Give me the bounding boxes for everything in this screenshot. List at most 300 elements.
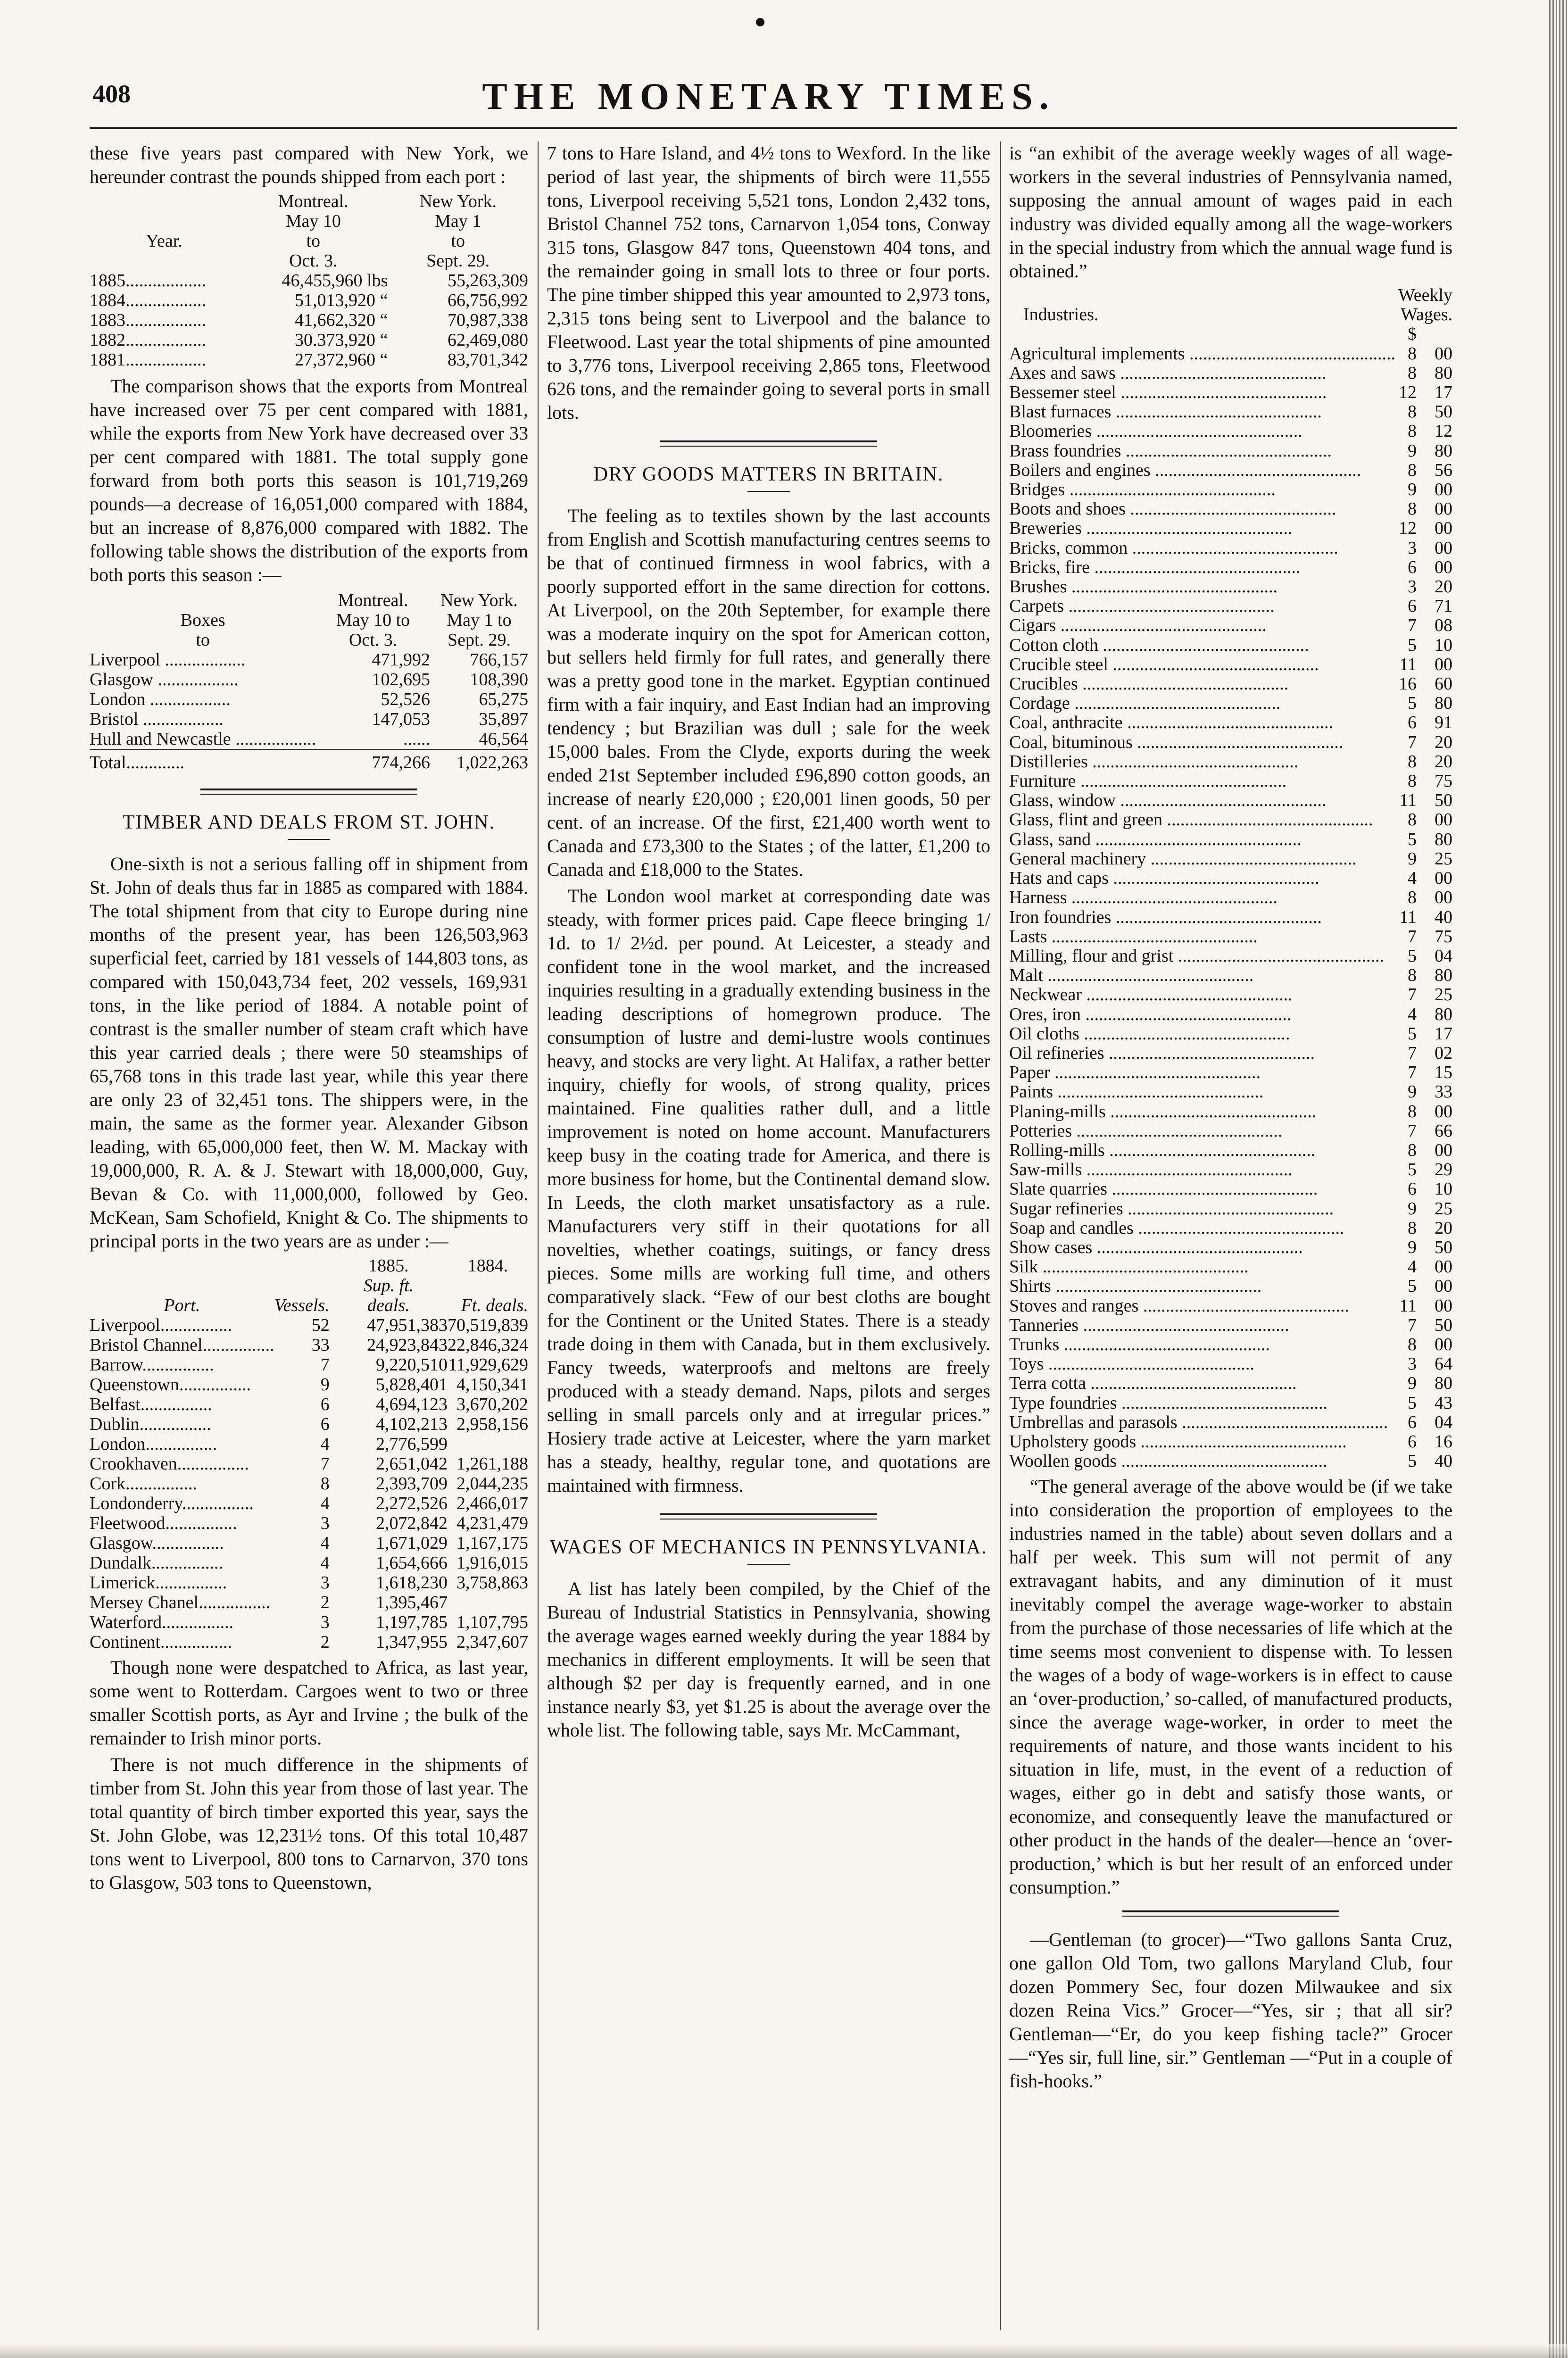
cents-value: 10 [1435,1179,1452,1199]
row-label-cell: 1882.................. [90,330,206,350]
dollars-value: 9 [1408,1082,1417,1102]
row-label-cell: Brushes .............................................. [1009,577,1278,597]
row-label: Slate quarries [1009,1179,1107,1199]
table-header: Sup. ft. [363,1276,414,1295]
row-label-cell: Hull and Newcastle .................. [90,729,316,749]
deals-1884-value: 1,107,795 [456,1612,528,1632]
table-row [1009,539,1452,558]
vessels-value: 7 [320,1355,330,1375]
table-row [1009,752,1452,772]
row-label: Show cases [1009,1237,1093,1257]
cents-value: 75 [1435,771,1452,791]
dollars-value: 11 [1399,654,1417,674]
cents-value: 20 [1435,732,1452,752]
deals-1884-value [448,1593,528,1612]
vessels-value: 2 [320,1593,330,1612]
table-header: Weekly Wages. [1398,285,1452,325]
table-row [1009,674,1452,694]
row-label: Paints [1009,1082,1053,1102]
cents-value: 00 [1435,654,1452,674]
row-label-cell: 1881.................. [90,350,206,370]
paragraph: 7 tons to Hare Island, and 4½ tons to Wexford. In the like period of last year, the shipments of birch were 11,555 tons, Liverpool receiving 5,521 tons, London 2,432 tons, Bristol Channel 752 tons, Carnarvon 1,054 tons, Conway 315 tons, Glasgow 847 tons, Queenstown 404 tons, and the remainder going in small lots to three or four ports. The pine timber shipped this year amounted to 2,973 tons, 2,315 tons being sent to Liverpool and the balance to Fleetwood. Last year the total shipments of pine amounted to 3,776 tons, Liverpool receiving 2,865 tons, Fleetwood 626 tons, and the remainder going to several ports in small lots. [547,142,990,423]
row-label-cell: Stoves and ranges .............................................. [1009,1296,1349,1316]
table-row [90,689,528,709]
dollars-value: 8 [1408,1334,1417,1354]
dollars-value: 5 [1408,1023,1417,1044]
row-label-cell: Glass, sand .............................................. [1009,830,1302,849]
deals-1885-value: 4,694,123 [376,1395,448,1414]
dollars-value: 5 [1408,1276,1417,1296]
row-label-cell: Glass, flint and green .............................................. [1009,810,1373,830]
table-row [90,1434,528,1454]
new-york-value: 46,564 [479,729,528,749]
vessels-value: 4 [320,1434,330,1454]
table-row [1009,1024,1452,1044]
dollars-value: 3 [1408,577,1417,597]
cents-value: 50 [1435,1315,1452,1335]
row-label: 1883 [90,310,125,330]
dollars-value: 7 [1408,1043,1417,1063]
row-label: Oil refineries [1009,1043,1104,1063]
table-header: 1884. [467,1256,508,1276]
row-label: Barrow [90,1355,142,1375]
table-header: Vessels. [274,1295,330,1315]
montreal-value: 147,053 [372,709,430,729]
row-label: 1881 [90,350,125,370]
row-label: Glasgow [90,1533,152,1553]
cents-value: 00 [1435,810,1452,830]
dollars-value: 5 [1408,1451,1417,1471]
shipments-by-port-table [90,1256,528,1652]
row-label-cell: Bristol .................. [90,709,224,729]
table-row [1009,636,1452,655]
section-heading: TIMBER AND DEALS FROM ST. JOHN. [122,812,496,833]
row-label-cell: Liverpool................ [90,1315,232,1335]
cents-value: 80 [1435,829,1452,849]
row-label-cell: Breweries .............................................. [1009,519,1293,539]
table-row [1009,869,1452,888]
table-row [90,1494,528,1513]
table-header: New York. [440,590,518,610]
table-header: 1885. [368,1256,409,1276]
dollars-value: 7 [1408,926,1417,947]
row-label: Glass, sand [1009,830,1091,849]
dollars-value: 8 [1408,771,1417,791]
row-label-cell: Glass, window .............................................. [1009,791,1327,811]
row-label-cell: Cotton cloth .............................................. [1009,635,1309,655]
row-label: Dundalk [90,1553,151,1573]
row-label: Crucible steel [1009,655,1108,674]
dollars-value: 9 [1408,440,1417,461]
section-rule [1122,1910,1339,1917]
deals-1885-value: 2,393,709 [376,1474,448,1494]
table-row [1009,1257,1452,1277]
table-row [90,1632,528,1652]
table-row [1009,888,1452,907]
cents-value: 56 [1435,460,1452,480]
row-label-cell: Hats and caps .............................................. [1009,869,1319,888]
cents-value: 00 [1435,557,1452,577]
vessels-value: 3 [320,1612,330,1632]
vessels-value: 3 [320,1573,330,1593]
cents-value: 50 [1435,1237,1452,1257]
weekly-wages-table [1009,286,1452,1471]
row-label: Blast furnaces [1009,402,1112,422]
row-label-cell: Boilers and engines .............................................. [1009,460,1361,480]
cents-value: 71 [1435,596,1452,616]
row-label-cell: Paper .............................................. [1009,1063,1261,1083]
cents-value: 50 [1435,790,1452,811]
dollars-value: 7 [1408,1315,1417,1335]
deals-1884-value: 2,958,156 [456,1414,528,1434]
dollars-value: $ 8 [1408,324,1417,364]
row-label-cell: Bessemer steel .............................................. [1009,383,1327,403]
table-row [1009,616,1452,635]
row-label: Continent [90,1632,160,1652]
dollars-value: 11 [1399,907,1417,927]
table-row [90,1395,528,1414]
table-row [1009,772,1452,791]
row-label: Bloomeries [1009,422,1092,441]
vessels-value: 8 [320,1474,330,1494]
row-label-cell: Woollen goods .............................................. [1009,1452,1327,1471]
row-label-cell: Bloomeries .............................................. [1009,422,1303,441]
deals-1884-value: 1,261,188 [456,1454,528,1474]
table-row [1009,480,1452,499]
row-label-cell: Potteries .............................................. [1009,1121,1283,1141]
table-row [1009,1219,1452,1238]
section-heading: DRY GOODS MATTERS IN BRITAIN. [593,464,944,485]
row-label-cell: Sugar refineries .............................................. [1009,1199,1334,1219]
dollars-value: 5 [1408,693,1417,714]
vessels-value: 6 [320,1414,330,1434]
deals-1885-value: 24,923,843 [367,1335,448,1355]
table-total-row: Total............. 774,266 1,022,263 [90,753,528,772]
row-label-cell: Oil cloths .............................................. [1009,1024,1290,1044]
dollars-value: 6 [1408,1179,1417,1199]
table-row [1009,1160,1452,1179]
table-row [1009,324,1452,363]
table-row [90,1335,528,1355]
deals-1884-value: 2,466,017 [456,1494,528,1513]
row-label-cell: Blast furnaces .............................................. [1009,402,1322,422]
dollars-value: 4 [1408,1257,1417,1277]
table-header: Montreal. [338,590,408,610]
row-label-cell: Crookhaven................ [90,1454,249,1474]
cents-value: 04 [1435,1412,1452,1432]
column-divider [1000,141,1001,2330]
table-row [1009,947,1452,966]
cents-value: 00 [1435,1334,1452,1354]
dollars-value: 7 [1408,732,1417,752]
row-label-cell: Brass foundries .............................................. [1009,441,1332,461]
row-label: 1882 [90,330,125,350]
row-label: Oil cloths [1009,1024,1079,1044]
row-label-cell: Agricultural implements .............................................. [1009,343,1396,364]
table-row [90,1474,528,1494]
cents-value: 25 [1435,985,1452,1005]
row-label: Trunks [1009,1335,1060,1354]
deals-1884-value: 4,231,479 [456,1513,528,1533]
cents-value: 10 [1435,635,1452,655]
row-label-cell: Dundalk................ [90,1553,223,1573]
row-label: Saw-mills [1009,1160,1082,1180]
row-label: Glasgow [90,670,154,689]
row-label: Neckwear [1009,985,1082,1005]
row-label: Cigars [1009,616,1056,636]
row-label: Harness [1009,888,1067,908]
paragraph: There is not much difference in the shipments of timber from St. John this year from those of last year. The total quantity of birch timber exported this year, says the St. John Globe, was 12,231½ tons. Of this total 10,487 tons went to Liverpool, 800 tons to Carnarvon, 370 tons to Glasgow, 503 tons to Queenstown, [90,1754,528,1893]
table-row [90,1513,528,1533]
table-row [90,1414,528,1434]
dollars-value: 6 [1408,596,1417,616]
dollars-value: 4 [1408,1004,1417,1024]
deals-1885-value: 1,197,785 [376,1612,448,1632]
montreal-value: 51,013,920 “ [295,291,388,310]
cents-value: 15 [1435,1063,1452,1083]
row-label-cell: Planing-mills .............................................. [1009,1102,1317,1121]
table-row [1009,791,1452,810]
row-label: Bristol Channel [90,1335,203,1355]
cents-value: 80 [1435,440,1452,461]
row-label: Potteries [1009,1121,1072,1141]
cents-value: 80 [1435,363,1452,383]
section-rule [200,789,417,795]
row-label-cell: Malt .............................................. [1009,966,1254,986]
header-rule [90,127,1457,129]
ink-dot [756,18,764,26]
dollars-value: 5 [1408,1393,1417,1413]
row-label: Cork [90,1474,125,1494]
table-header: May 1 [435,211,481,231]
deals-1885-value: 47,951,383 [367,1315,448,1335]
table-row [90,1612,528,1632]
paragraph: The London wool market at corresponding date was steady, with former prices paid. Cape fleece bringing 1/ 1d. to 1/ 2½d. per pound. At Leicester, a steady and confident tone in the wool market, and the increased inquiries resulting in a gradually extending business in the leading descriptions of homegrown produce. The consumption of lustre and demi-lustre wools continues heavy, and stocks are very light. At Halifax, a rather better inquiry, chiefly for wools, of strong quality, prices maintained. Fine qualities rather dull, and a little improvement is noted on home account. Manufacturers keep busy in the coating trade for America, and there is more business for home, but the Continental demand slow. In Leeds, the cloth market unsatisfactory as a rule. Manufacturers very stiff in their quotations for all novelties, whether coatings, suitings, or fancy dress pieces. Some mills are working full time, and others comparatively slack. “Few of our best cloths are bought for the Continent or the United States. There is a steady trade doing in them with Canada, but in them exclusively. Fancy tweeds, waterproofs and meltons are freely produced with a steady demand. Naps, pilots and serges selling in small parcels only and at irregular prices.” Hosiery trade active at Leicester, where the yarn market has a steady, healthy, regular tone, and quotations are maintained with firmness. [547,885,990,1496]
cents-value: 50 [1435,402,1452,422]
row-label: Sugar refineries [1009,1199,1123,1219]
table-row [1009,1432,1452,1452]
table-row [1009,985,1452,1005]
new-york-value: 108,390 [470,670,528,689]
dollars-value: 11 [1399,1295,1417,1316]
row-label-cell: Type foundries .............................................. [1009,1393,1327,1413]
row-label: Bristol [90,709,139,729]
row-label-cell: Umbrellas and parasols .............................................. [1009,1412,1388,1432]
cents-value: 00 [1435,1295,1452,1316]
paragraph: Though none were despatched to Africa, as last year, some went to Rotterdam. Cargoes went to two or three smaller Scottish ports, as Ayr and Irvine ; the bulk of the remainder to Irish minor ports. [90,1657,528,1749]
table-header: Oct. 3. [348,630,398,650]
row-label: Queenstown [90,1375,179,1395]
row-label: Coal, bituminous [1009,732,1133,752]
row-label: Woollen goods [1009,1452,1117,1471]
cents-value: 00 [1435,1101,1452,1121]
row-label-cell: Axes and saws .............................................. [1009,363,1327,383]
dollars-value: 4 [1408,868,1417,888]
montreal-value: ...... [403,729,430,749]
heading-rule [288,839,330,840]
table-header: to [306,231,321,251]
row-label-cell: 1883.................. [90,310,206,330]
column-2 [547,141,990,1745]
montreal-value: 30.373,920 “ [295,330,388,350]
deals-1885-value: 1,395,467 [376,1593,448,1612]
row-label-cell: Boots and shoes .............................................. [1009,499,1336,519]
deals-1884-value: 2,044,235 [456,1474,528,1494]
table-row [1009,364,1452,383]
row-label: Limerick [90,1573,156,1593]
table-row [90,1454,528,1474]
row-label: General machinery [1009,849,1146,869]
row-label: Stoves and ranges [1009,1296,1139,1316]
vessels-value: 33 [311,1335,330,1355]
row-label: Lasts [1009,927,1047,947]
row-label-cell: Crucibles .............................................. [1009,674,1289,694]
table-header: May 10 [285,211,341,231]
row-label-cell: Belfast................ [90,1395,212,1414]
row-label: Waterford [90,1612,162,1632]
deals-1884-value: 4,150,341 [456,1375,528,1395]
table-row [90,709,528,729]
table-row [1009,830,1452,849]
table-header: Ft. deals. [461,1295,528,1315]
deals-1884-value: 1,167,175 [456,1533,528,1553]
cents-value: 80 [1435,693,1452,714]
dollars-value: 5 [1408,829,1417,849]
dollars-value: 7 [1408,985,1417,1005]
cents-value: 80 [1435,1004,1452,1024]
row-label-cell: Liverpool .................. [90,650,246,670]
table-row [1009,655,1452,674]
paragraph: The feeling as to textiles shown by the last accounts from English and Scottish manufacturing centres seems to be that of continued firmness in wool fabrics, with a poorly supported effort in the same direction for cottons. At Liverpool, on the 20th September, for example there was a moderate inquiry on the spot for American cotton, but sellers held firmly for full rates, and generally there was a pretty good tone in the market. Egyptian continued firm with a fair inquiry, and East Indian had an improving tendency ; but Brazilian was dull ; sale for the week 15,000 bales. From the Clyde, exports during the week ended 21st September included £96,890 cotton goods, an increase of nearly £20,000 ; £20,001 linen goods, 50 per cent. of an increase. Of the first, £21,400 worth went to Canada and £73,300 to the States ; of the latter, £1,200 to Canada and £18,000 to the States. [547,505,990,880]
row-label: Crucibles [1009,674,1078,694]
table-row [1009,402,1452,422]
row-label-cell: Distilleries .............................................. [1009,752,1299,772]
dollars-value: 8 [1408,1218,1417,1238]
row-label-cell: Coal, anthracite .............................................. [1009,713,1334,733]
deals-1885-value: 1,347,955 [376,1632,448,1652]
row-label: London [90,689,146,709]
row-label-cell: Soap and candles .............................................. [1009,1218,1344,1238]
row-label-cell: Shirts .............................................. [1009,1277,1262,1296]
deals-1884-value: 3,670,202 [456,1395,528,1414]
row-label-cell: Harness .............................................. [1009,888,1278,908]
table-row [90,729,528,749]
new-york-value: 35,897 [479,709,528,729]
cents-value: 20 [1435,751,1452,772]
table-row [90,330,528,350]
row-label: Boots and shoes [1009,499,1126,519]
new-york-value: 66,756,992 [448,291,528,310]
table-row [1009,1335,1452,1354]
table-header: Montreal. [278,191,348,211]
table-row [90,1315,528,1335]
dollars-value: 3 [1408,538,1417,558]
dollars-value: 8 [1408,751,1417,772]
row-label: Malt [1009,966,1043,986]
vessels-value: 4 [320,1533,330,1553]
row-label: Crookhaven [90,1454,177,1474]
page-bottom-shadow [0,2344,1568,2358]
table-row [1009,577,1452,597]
table-row [90,271,528,291]
dollars-value: 9 [1408,1373,1417,1394]
cents-value: 00 [1435,1257,1452,1277]
deals-1884-value: 70,519,839 [448,1315,528,1335]
row-label: Paper [1009,1063,1050,1083]
new-york-value: 62,469,080 [448,330,528,350]
dollars-value: 16 [1399,674,1417,694]
cents-value: 00 [1435,888,1452,908]
table-row [1009,383,1452,402]
exports-distribution-table [90,590,528,772]
table-row [1009,849,1452,869]
table-row [1009,927,1452,947]
row-label-cell: 1884.................. [90,291,206,310]
cents-value: 00 [1435,1276,1452,1296]
dollars-value: 6 [1408,1431,1417,1452]
row-label: Bessemer steel [1009,383,1116,403]
table-row [1009,1354,1452,1374]
deals-1884-value: 1,916,015 [456,1553,528,1573]
dollars-value: 8 [1408,810,1417,830]
exports-by-year-table [90,191,528,370]
cents-value: 00 [1435,538,1452,558]
row-label: Shirts [1009,1277,1051,1296]
montreal-value: 471,992 [372,650,430,670]
deals-1885-value: 9,220,510 [376,1355,448,1375]
table-row [90,310,528,330]
row-label: Liverpool [90,650,160,670]
row-label: Distilleries [1009,752,1088,772]
table-header: Industries. [1023,305,1099,325]
vessels-value: 6 [320,1395,330,1414]
deals-1884-value: 3,758,863 [456,1573,528,1593]
vessels-value: 9 [320,1375,330,1395]
dollars-value: 6 [1408,713,1417,733]
row-label: Carpets [1009,597,1064,616]
row-label-cell: Bridges .............................................. [1009,480,1276,500]
table-row [90,1533,528,1553]
table-row [1009,1141,1452,1160]
deals-1885-value: 2,651,042 [376,1454,448,1474]
row-label: Hats and caps [1009,869,1109,888]
table-row [1009,966,1452,985]
row-label: Hull and Newcastle [90,729,231,749]
row-label-cell: Terra cotta .............................................. [1009,1374,1297,1394]
cents-value: 17 [1435,382,1452,403]
table-row [1009,1044,1452,1063]
table-row [1009,1277,1452,1296]
row-label-cell: Iron foundries .............................................. [1009,907,1322,927]
table-row [1009,1063,1452,1082]
row-label: Agricultural implements [1009,343,1185,364]
row-label-cell: Cork................ [90,1474,197,1494]
cents-value: 02 [1435,1043,1452,1063]
cents-value: 60 [1435,674,1452,694]
dollars-value: 3 [1408,1354,1417,1374]
row-label-cell: Neckwear .............................................. [1009,985,1293,1005]
row-label-cell: Carpets .............................................. [1009,597,1275,616]
row-label-cell: Trunks .............................................. [1009,1335,1270,1354]
dollars-value: 9 [1408,1198,1417,1219]
row-label-cell: Continent................ [90,1632,232,1652]
table-row [1009,499,1452,519]
paragraph: “The general average of the above would be (if we take into consideration the proportion of employees to the industries named in the table) about seven dollars and a half per week. This sum will not permit of any extravagant habits, and any diminution of it must inevitably compel the average wage-worker to abstain from the purchase of those necessaries of life which at the time seems most convenient to dispense with. To lessen the wages of a body of wage-workers is in effect to cause an ‘over-production,’ so-called, of manufactured products, since the average wage-worker, in order to meet the requirements of nature, and those wants incident to his situation in life, must, in the event of a reduction of wages, either go in debt and satisfy those wants, or economize, and consequently leave the manufactured or other product in the hands of the dealer—hence an ‘over-production,’ which is but her result of an enforced under consumption.” [1009,1476,1452,1898]
vessels-value: 4 [320,1494,330,1513]
row-label: Brushes [1009,577,1067,597]
table-row [1009,713,1452,732]
row-label: Glass, window [1009,791,1116,811]
